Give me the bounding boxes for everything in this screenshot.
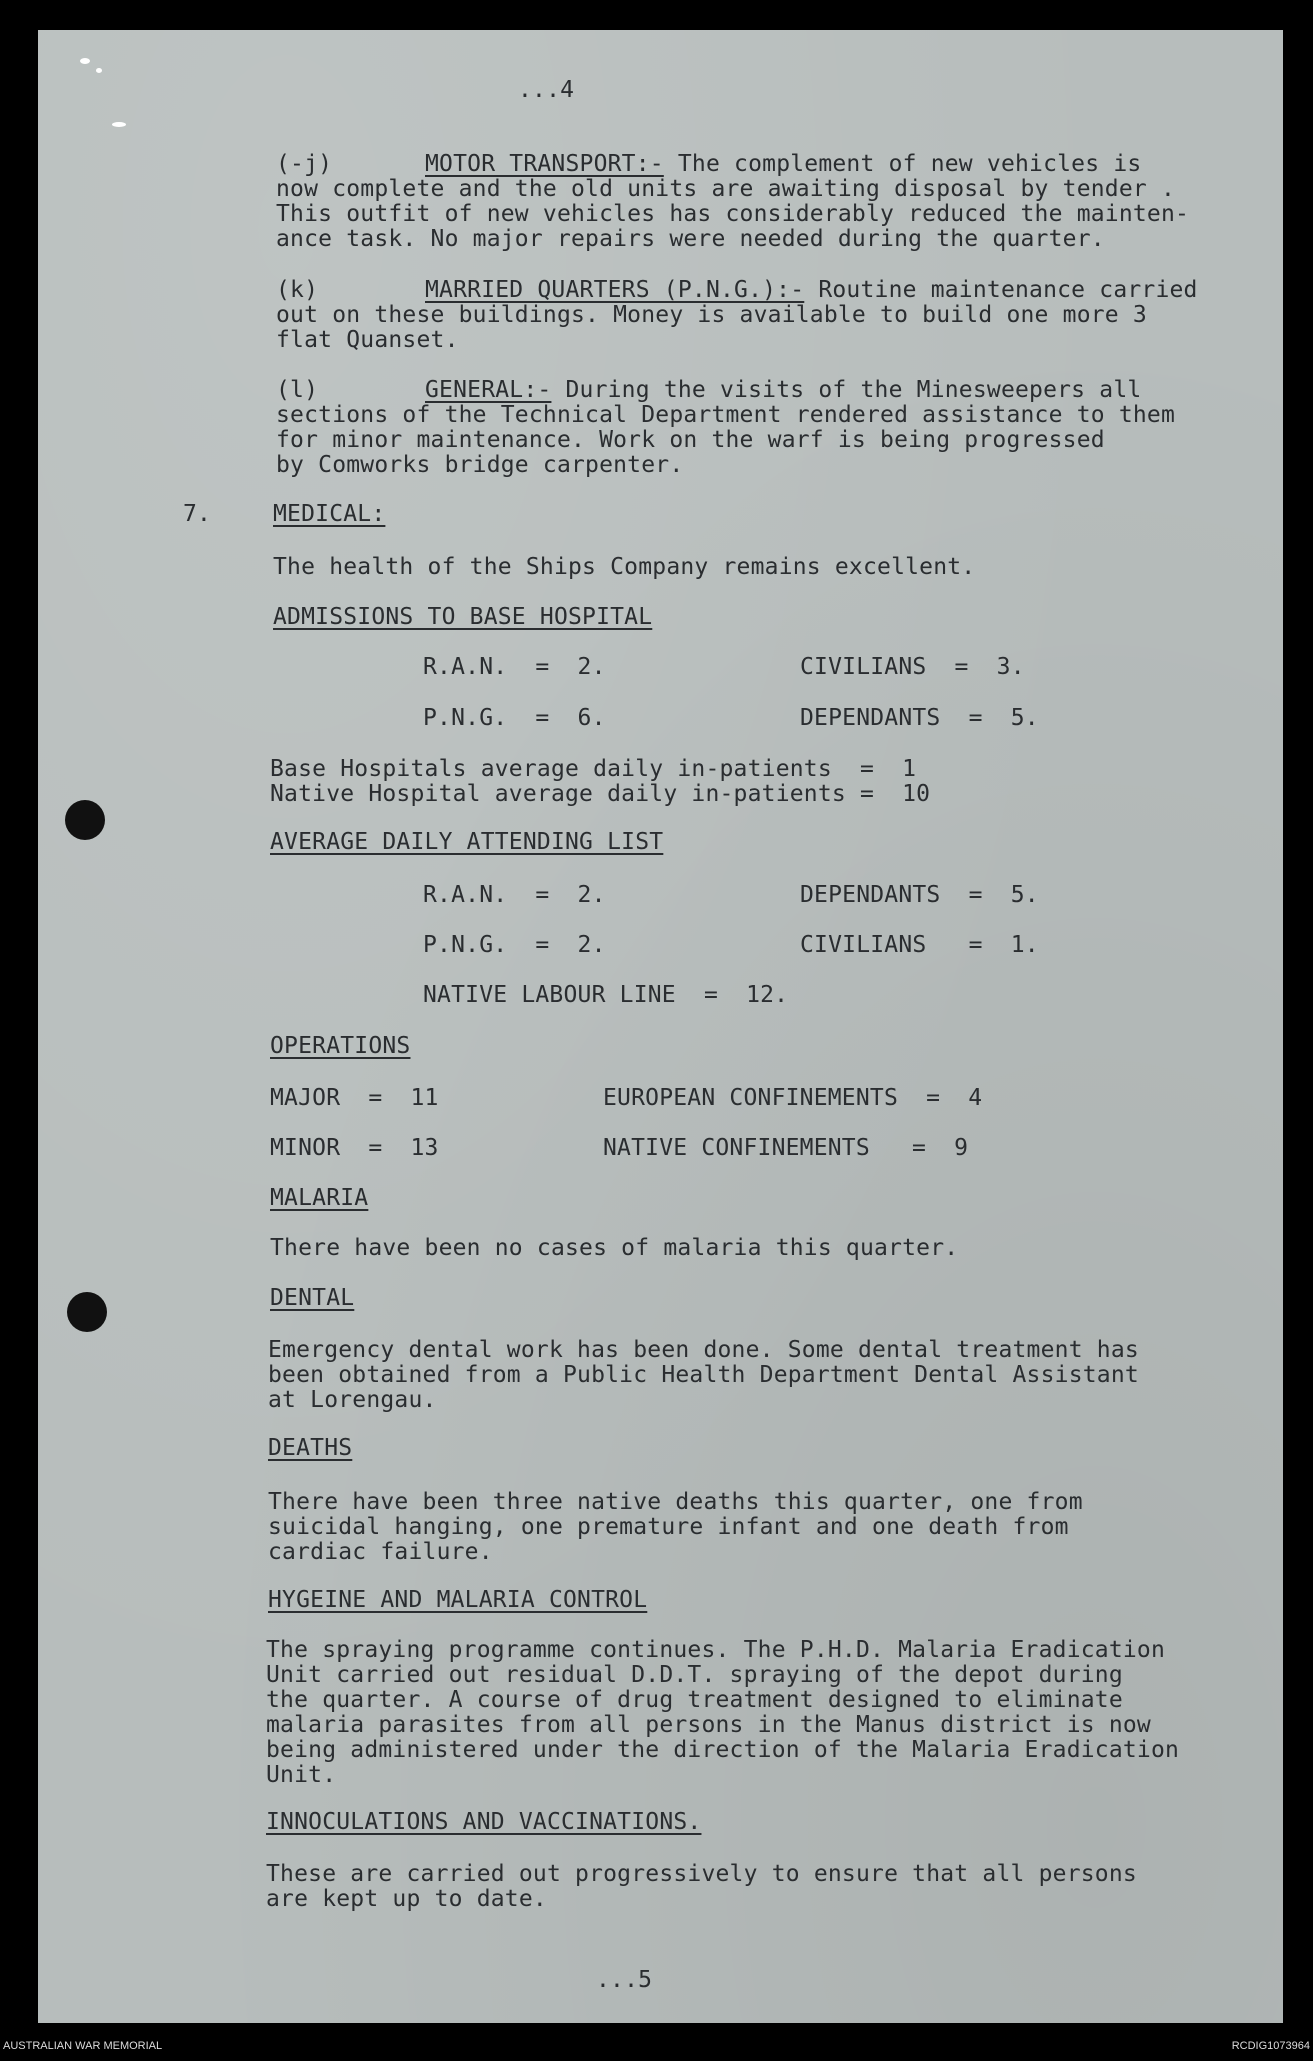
deaths-text: There have been three native deaths this quarter, one from suicidal hanging, one premature infant and one death from cardiac failure. [268,1489,1083,1565]
admissions-png: P.N.G. = 6. [423,705,606,731]
paper-blemish [112,122,126,127]
hygiene-text: The spraying programme continues. The P.H.D. Malaria Eradication Unit carried out residual D.D.T. spraying of the depot during the quarter. A course of drug treatment designed to eliminate malaria parasites from all persons in the Manus district is now being administered under the direction of the Malaria Eradication Unit. [266,1637,1180,1788]
item-k-first-line: Routine maintenance carried [804,277,1198,303]
section-number: 7. [183,501,212,527]
operations-minor: MINOR = 13 [270,1135,439,1161]
attending-dependants: DEPENDANTS = 5. [800,882,1039,908]
operations-native-confinements: NATIVE CONFINEMENTS = 9 [603,1135,969,1161]
malaria-heading: MALARIA [270,1185,369,1211]
punch-hole [65,800,105,840]
item-j-heading: MOTOR TRANSPORT:- [425,151,664,177]
attending-heading: AVERAGE DAILY ATTENDING LIST [270,829,664,855]
item-k-heading: MARRIED QUARTERS (P.N.G.):- [425,277,805,303]
page-number-header: ...4 [518,77,575,103]
admissions-heading: ADMISSIONS TO BASE HOSPITAL [273,604,653,630]
innoculations-text: These are carried out progressively to ensure that all persons are kept up to date. [266,1861,1137,1912]
innoculations-heading: INNOCULATIONS AND VACCINATIONS. [266,1809,702,1835]
operations-heading: OPERATIONS [270,1033,411,1059]
hygiene-heading: HYGEINE AND MALARIA CONTROL [268,1587,648,1613]
section-heading-medical: MEDICAL: [273,501,386,527]
item-k-heading-line [425,278,1198,303]
attending-civilians: CIVILIANS = 1. [800,932,1039,958]
attending-png: P.N.G. = 2. [423,932,606,958]
item-l-first-line: During the visits of the Minesweepers all [551,377,1142,403]
item-k-body: out on these buildings. Money is available to build one more 3 flat Quanset. [276,302,1147,353]
operations-european-confinements: EUROPEAN CONFINEMENTS = 4 [603,1085,983,1111]
deaths-heading: DEATHS [268,1435,353,1461]
punch-hole [67,1292,107,1332]
malaria-text: There have been no cases of malaria this quarter. [270,1235,959,1261]
item-l-heading: GENERAL:- [425,377,552,403]
admissions-ran: R.A.N. = 2. [423,654,606,680]
dental-heading: DENTAL [270,1285,355,1311]
dental-text: Emergency dental work has been done. Some dental treatment has been obtained from a Public Health Department Dental Assistant at Lorengau. [268,1337,1139,1413]
attending-native-labour: NATIVE LABOUR LINE = 12. [423,982,789,1008]
item-j-body: now complete and the old units are awaiting disposal by tender . This outfit of new vehicles has considerably reduced the mainten- ance task. No major repairs were needed during the quarter. [276,176,1190,252]
admissions-dependants: DEPENDANTS = 5. [800,705,1039,731]
health-statement: The health of the Ships Company remains excellent. [273,554,976,580]
page-number-footer: ...5 [596,1967,653,1993]
archive-reference: RCDIG1073964 [1231,2040,1310,2052]
paper-blemish [96,68,102,73]
attending-ran: R.A.N. = 2. [423,882,606,908]
document-page [38,30,1283,2023]
admissions-civilians: CIVILIANS = 3. [800,654,1025,680]
item-l-marker: (l) [276,377,319,403]
item-j-marker: (-j) [276,151,333,177]
paper-blemish [80,58,90,64]
item-l-heading-line [425,378,1141,403]
archive-credit: AUSTRALIAN WAR MEMORIAL [3,2040,163,2052]
hospital-averages: Base Hospitals average daily in-patients = 1 Native Hospital average daily in-patients = 10 [270,756,931,807]
item-l-body: sections of the Technical Department rendered assistance to them for minor maintenance. Work on the warf is being progressed by Comworks bridge carpenter. [276,402,1176,478]
item-k-marker: (k) [276,277,319,303]
item-j-first-line: The complement of new vehicles is [663,151,1142,177]
item-j-heading-line [425,152,1141,177]
operations-major: MAJOR = 11 [270,1085,439,1111]
